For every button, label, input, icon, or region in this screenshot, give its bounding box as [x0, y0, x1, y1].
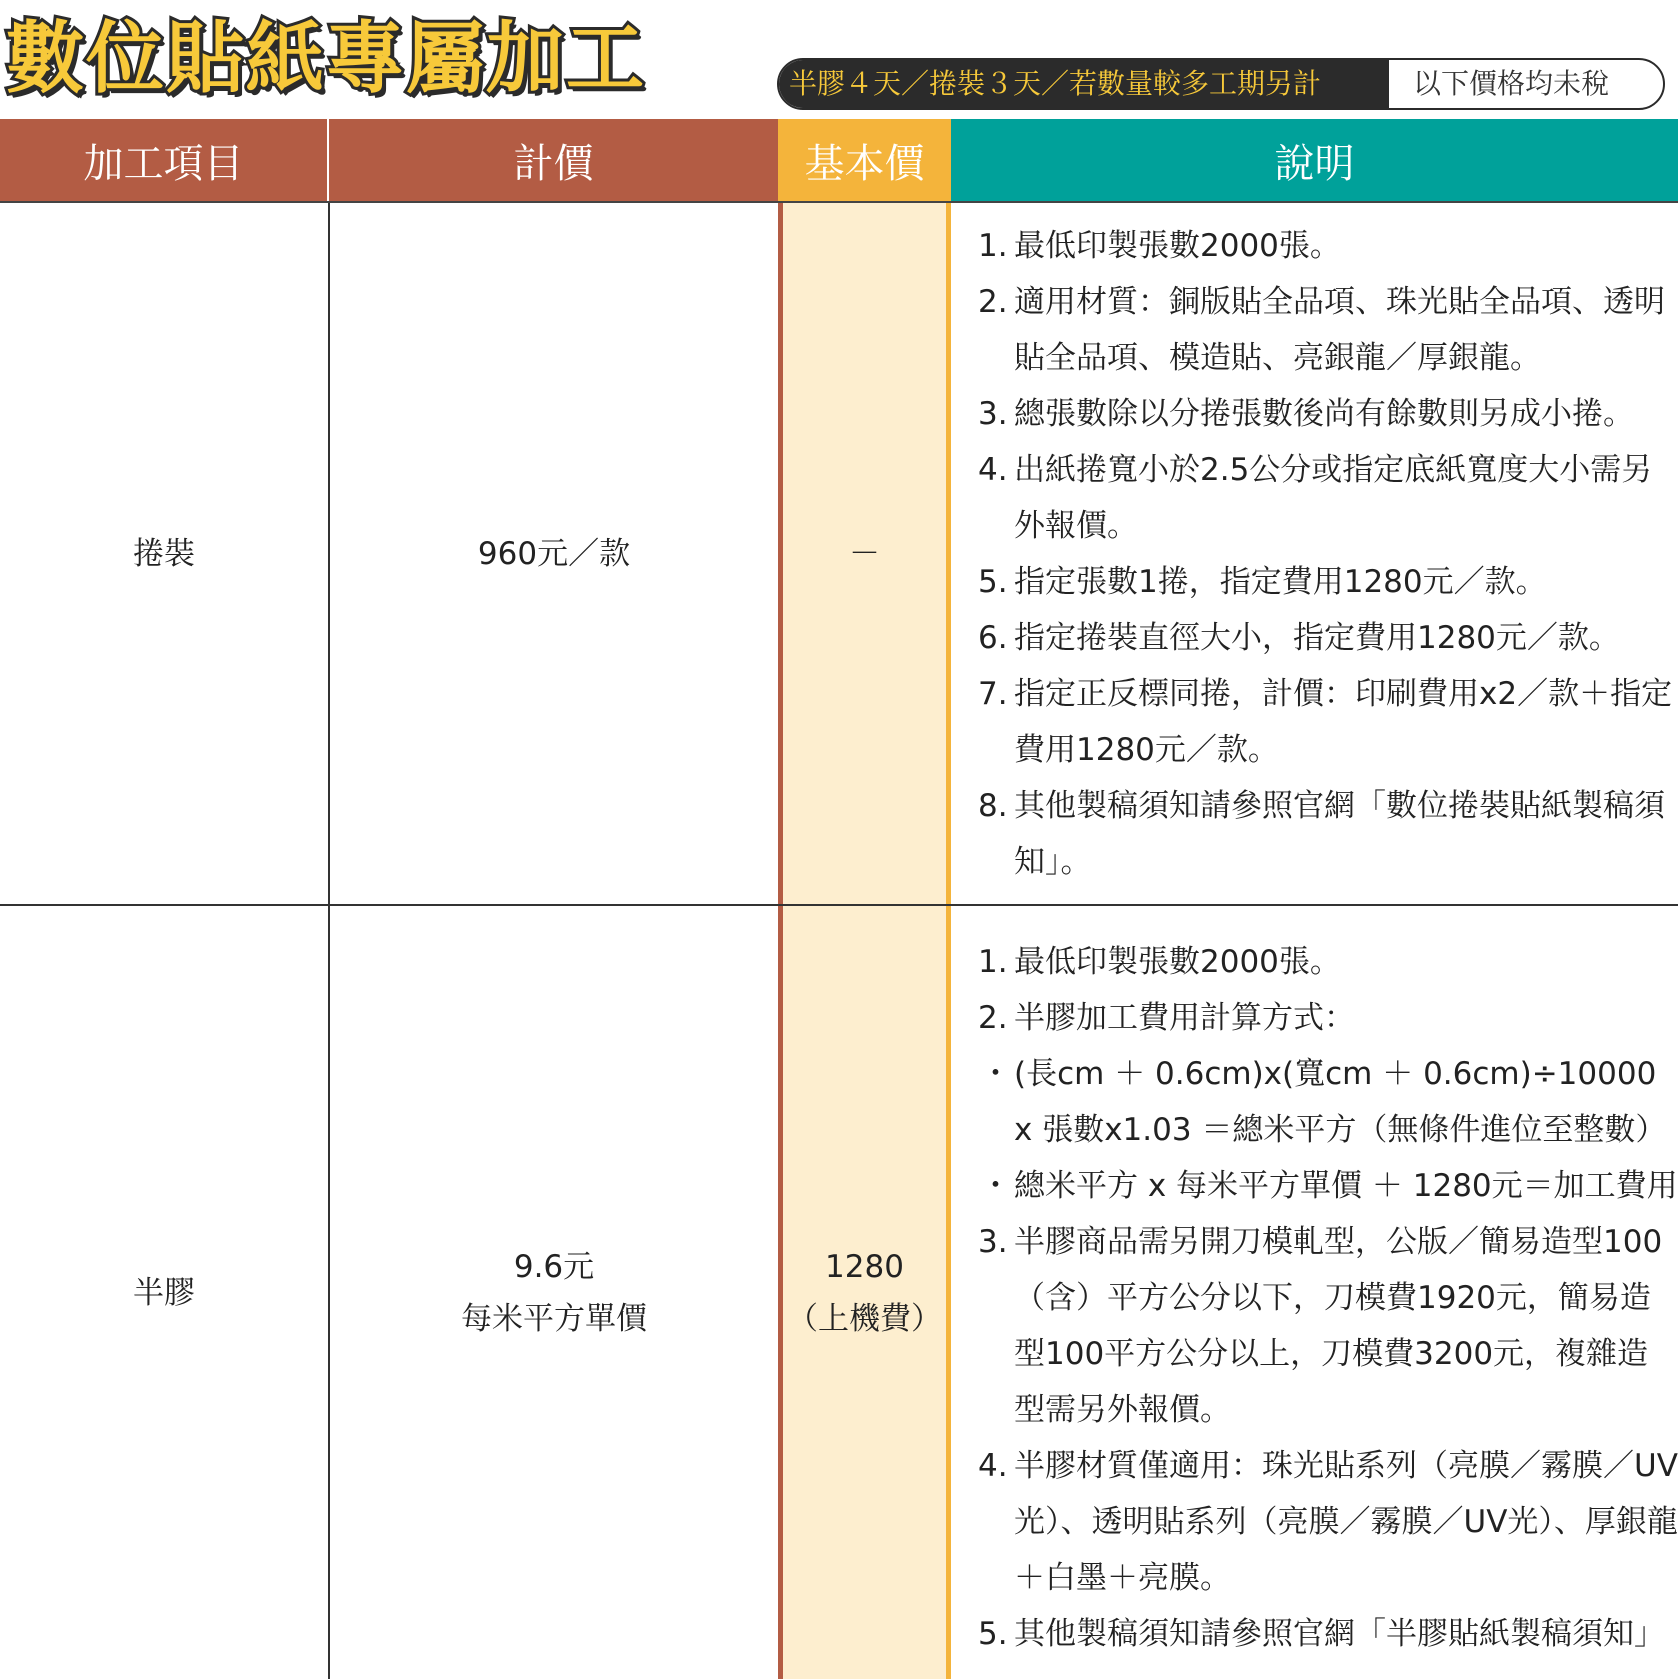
column-header-item: 加工項目	[0, 119, 329, 201]
notice-pill	[777, 58, 1665, 110]
list-item	[978, 442, 1678, 554]
item-number: 1.	[978, 228, 1008, 264]
list-item	[978, 1606, 1678, 1662]
list-item	[978, 1438, 1678, 1606]
base-price-line: （上機費）	[787, 1300, 942, 1337]
item-text: 指定張數1捲，指定費用1280元／款。	[1014, 564, 1547, 600]
list-item	[978, 1214, 1678, 1438]
price-line: 每米平方單價	[461, 1300, 647, 1337]
item-number: 2.	[978, 284, 1008, 320]
item-text: 最低印製張數2000張。	[1014, 228, 1341, 264]
column-header-description: 說明	[951, 119, 1678, 201]
item-text: 半膠材質僅適用：珠光貼系列（亮膜／霧膜／UV光）、透明貼系列（亮膜／霧膜／UV光）、厚銀龍＋白墨＋亮膜。	[1014, 1448, 1678, 1596]
pricing-table	[0, 119, 1678, 1679]
item-text: 總張數除以分捲張數後尚有餘數則另成小捲。	[1014, 396, 1634, 432]
column-header-price: 計價	[329, 119, 778, 201]
item-name: 半膠	[133, 1274, 195, 1311]
item-number: 3.	[978, 396, 1008, 432]
bullet: ・	[980, 1056, 1011, 1092]
list-item	[978, 218, 1678, 274]
item-number: 5.	[978, 1616, 1008, 1652]
item-number: 8.	[978, 788, 1008, 824]
item-text: 其他製稿須知請參照官網「半膠貼紙製稿須知」	[1014, 1616, 1665, 1652]
item-text: 半膠加工費用計算方式：	[1014, 1000, 1355, 1036]
schedule-note: 半膠４天／捲裝３天／若數量較多工期另計	[779, 60, 1389, 108]
item-text: 指定捲裝直徑大小，指定費用1280元／款。	[1014, 620, 1620, 656]
list-item	[978, 990, 1678, 1046]
item-number: 4.	[978, 1448, 1008, 1484]
column-header-base-price: 基本價	[778, 119, 951, 201]
list-item	[978, 386, 1678, 442]
item-text: 出紙捲寬小於2.5公分或指定底紙寬度大小需另外報價。	[1014, 452, 1653, 544]
list-item	[978, 778, 1678, 890]
item-name: 捲裝	[133, 535, 195, 572]
list-item	[978, 610, 1678, 666]
tax-note: 以下價格均未稅	[1413, 67, 1610, 100]
item-number: 2.	[978, 1000, 1008, 1036]
item-text: (長cm ＋ 0.6cm)x(寬cm ＋ 0.6cm)÷10000 x 張數x1.03 ＝總米平方（無條件進位至整數）	[1014, 1056, 1667, 1148]
item-text: 其他製稿須知請參照官網「數位捲裝貼紙製稿須知」。	[1014, 788, 1665, 880]
description-list	[978, 934, 1678, 1662]
item-number: 4.	[978, 452, 1008, 488]
item-number: 1.	[978, 944, 1008, 980]
list-item	[978, 1158, 1678, 1214]
item-text: 半膠商品需另開刀模軋型，公版／簡易造型100（含）平方公分以下，刀模費1920元，簡易造型100平方公分以上，刀模費3200元，複雜造型需另外報價。	[1014, 1224, 1663, 1428]
item-text: 總米平方 x 每米平方單價 ＋ 1280元＝加工費用	[1014, 1168, 1678, 1204]
item-text: 適用材質：銅版貼全品項、珠光貼全品項、透明貼全品項、模造貼、亮銀龍／厚銀龍。	[1014, 284, 1665, 376]
item-number: 6.	[978, 620, 1008, 656]
table-row-base-price	[783, 906, 946, 1679]
list-item	[978, 1046, 1678, 1158]
item-number: 3.	[978, 1224, 1008, 1260]
list-item	[978, 554, 1678, 610]
description-list	[978, 218, 1678, 890]
page-title: 數位貼紙專屬加工	[6, 14, 647, 104]
base-price-line: 1280	[825, 1248, 904, 1285]
base-price-line: －	[849, 535, 880, 572]
price-line: 9.6元	[513, 1248, 595, 1285]
list-item	[978, 274, 1678, 386]
table-row-base-price	[783, 203, 946, 904]
item-text: 指定正反標同捲，計價：印刷費用x2／款＋指定費用1280元／款。	[1014, 676, 1673, 768]
table-row-price	[330, 203, 778, 904]
list-item	[978, 666, 1678, 778]
table-row-price	[330, 906, 778, 1679]
item-number: 5.	[978, 564, 1008, 600]
table-row-item	[0, 906, 328, 1679]
bullet: ・	[980, 1168, 1011, 1204]
item-number: 7.	[978, 676, 1008, 712]
item-text: 最低印製張數2000張。	[1014, 944, 1341, 980]
list-item	[978, 934, 1678, 990]
price-line: 960元／款	[477, 535, 631, 572]
table-row-item	[0, 203, 328, 904]
